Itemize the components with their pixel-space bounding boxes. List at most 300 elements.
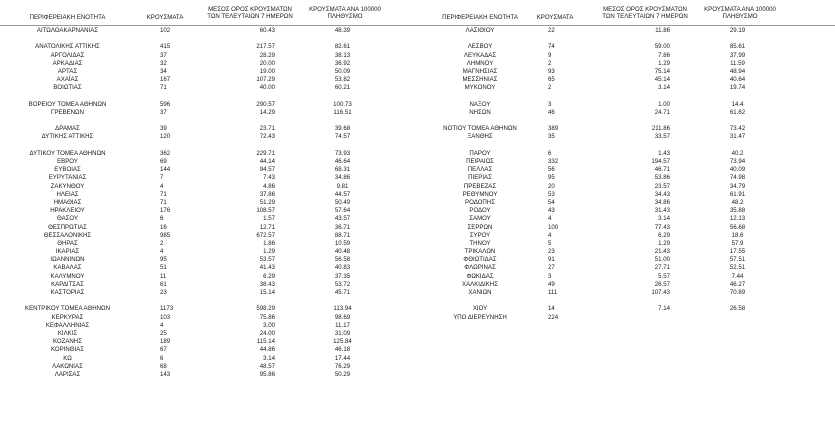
cases-cell: 103 xyxy=(160,313,171,321)
avg-header-line2: ΤΩΝ ΤΕΛΕΥΤΑΙΩΝ 7 ΗΜΕΡΩΝ xyxy=(602,13,688,20)
region-cell: ΜΕΣΣΗΝΙΑΣ xyxy=(462,76,498,84)
region-cell: ΛΕΣΒΟΥ xyxy=(467,43,493,51)
avg7d-cell: 14.29 xyxy=(259,108,275,116)
cases-header: ΚΡΟΥΣΜΑΤΑ xyxy=(146,14,184,21)
cases-cell: 4 xyxy=(548,215,552,223)
table-row xyxy=(0,125,420,133)
avg7d-cell: 21.43 xyxy=(654,248,670,256)
cases-cell: 25 xyxy=(160,329,167,337)
cases-cell: 120 xyxy=(160,133,171,141)
avg7d-cell: 53.57 xyxy=(259,256,275,264)
region-cell: ΠΕΛΛΑΣ xyxy=(467,166,493,174)
per100k-cell: 82.61 xyxy=(334,43,351,51)
table-row xyxy=(420,84,835,92)
per100k-cell: 44.57 xyxy=(334,190,351,198)
avg7d-cell: 24.71 xyxy=(654,108,670,116)
per100k-cell: 17.44 xyxy=(334,354,351,362)
avg7d-cell: 23.57 xyxy=(654,182,670,190)
per100k-cell: 98.69 xyxy=(334,313,351,321)
region-cell: ΧΙΟΥ xyxy=(472,305,488,313)
row-spacer xyxy=(420,142,835,150)
table-row xyxy=(420,215,835,223)
avg7d-cell: 7.86 xyxy=(658,51,670,59)
region-cell: ΙΩΑΝΝΙΝΩΝ xyxy=(50,256,85,264)
cases-cell: 14 xyxy=(548,305,555,313)
avg7d-cell: 1.00 xyxy=(658,100,670,108)
table-row xyxy=(0,330,420,338)
table-row xyxy=(0,346,420,354)
cases-cell: 362 xyxy=(160,149,171,157)
cases-cell: 3 xyxy=(548,272,552,280)
avg7d-cell: 1.86 xyxy=(263,239,275,247)
region-cell: ΛΕΥΚΑΔΑΣ xyxy=(463,51,497,59)
per100k-cell: 113.94 xyxy=(333,305,352,313)
per100k-cell: 36.71 xyxy=(334,223,351,231)
region-cell: ΘΕΣΣΑΛΟΝΙΚΗΣ xyxy=(43,231,92,239)
avg7d-cell: 290.57 xyxy=(256,100,275,108)
per100k-cell: 56.58 xyxy=(334,256,351,264)
table-row xyxy=(420,305,835,313)
avg7d-cell: 24.00 xyxy=(259,329,275,337)
region-cell: ΛΑΚΩΝΙΑΣ xyxy=(52,362,83,370)
per100k-cell: 29.19 xyxy=(729,27,746,34)
per100k-header-line1: ΚΡΟΥΣΜΑΤΑ ΑΝΑ 100000 xyxy=(704,6,776,13)
per100k-cell: 40.09 xyxy=(729,166,746,174)
table-row xyxy=(0,371,420,379)
row-spacer xyxy=(0,93,420,101)
table-row xyxy=(0,199,420,207)
table-row xyxy=(0,232,420,240)
region-cell: ΠΡΕΒΕΖΑΣ xyxy=(463,182,497,190)
cases-cell: 71 xyxy=(160,84,167,92)
region-cell: ΗΡΑΚΛΕΙΟΥ xyxy=(50,207,85,215)
avg7d-cell: 19.00 xyxy=(259,67,275,75)
row-spacer xyxy=(0,35,420,43)
region-cell: ΚΑΣΤΟΡΙΑΣ xyxy=(50,289,85,296)
avg7d-cell: 51.29 xyxy=(259,198,275,206)
region-cell: ΥΠΟ ΔΙΕΡΕΥΝΗΣΗ xyxy=(453,313,507,321)
per100k-cell: 7.44 xyxy=(731,272,744,280)
region-cell: ΚΕΡΚΥΡΑΣ xyxy=(51,313,84,321)
region-cell: ΚΙΛΚΙΣ xyxy=(57,329,78,337)
cases-cell: 23 xyxy=(548,248,555,256)
region-cell: ΠΙΕΡΙΑΣ xyxy=(468,174,492,182)
table-row xyxy=(420,273,835,281)
avg7d-cell: 75.86 xyxy=(259,313,275,321)
cases-cell: 37 xyxy=(160,108,167,116)
table-row xyxy=(420,264,835,272)
cases-cell: 16 xyxy=(160,223,167,231)
region-cell: ΔΡΑΜΑΣ xyxy=(55,125,80,133)
table-row xyxy=(420,256,835,264)
avg7d-cell: 77.43 xyxy=(654,223,670,231)
region-cell: ΛΑΡΙΣΑΣ xyxy=(54,370,81,378)
avg7d-cell: 194.57 xyxy=(651,158,670,165)
table-row xyxy=(0,224,420,232)
avg7d-cell: 217.57 xyxy=(256,43,275,51)
table-row xyxy=(0,363,420,371)
per100k-cell: 85.61 xyxy=(729,43,746,51)
avg7d-cell: 27.71 xyxy=(654,264,670,272)
avg7d-cell: 31.43 xyxy=(654,207,670,215)
cases-cell: 189 xyxy=(160,338,171,346)
cases-cell: 43 xyxy=(548,207,555,215)
per100k-cell: 37.35 xyxy=(334,272,351,280)
avg7d-cell: 72.43 xyxy=(259,133,275,141)
per100k-cell: 50.49 xyxy=(334,198,351,206)
region-cell: ΤΡΙΚΑΛΩΝ xyxy=(464,248,496,256)
cases-cell: 71 xyxy=(160,190,167,198)
per100k-cell: 68.31 xyxy=(334,166,351,174)
table-row xyxy=(420,27,835,35)
per100k-cell: 31.09 xyxy=(334,329,351,337)
per100k-cell: 53.72 xyxy=(334,280,351,288)
table-row xyxy=(0,207,420,215)
table-row xyxy=(0,322,420,330)
region-cell: ΚΑΒΑΛΑΣ xyxy=(53,264,82,272)
table-row xyxy=(0,256,420,264)
cases-cell: 74 xyxy=(548,43,555,51)
region-cell: ΜΑΓΝΗΣΙΑΣ xyxy=(462,67,498,75)
avg7d-cell: 3.14 xyxy=(658,84,670,92)
avg7d-cell: 46.71 xyxy=(654,166,670,174)
region-header: ΠΕΡΙΦΕΡΕΙΑΚΗ ΕΝΟΤΗΤΑ xyxy=(29,14,106,21)
table-row xyxy=(0,248,420,256)
per100k-cell: 11.59 xyxy=(730,59,745,67)
avg7d-cell: 4.86 xyxy=(263,182,275,190)
region-cell: ΛΑΣΙΘΙΟΥ xyxy=(465,27,495,34)
table-row xyxy=(0,101,420,109)
row-spacer xyxy=(420,117,835,125)
region-cell: ΑΧΑΪΑΣ xyxy=(56,76,79,84)
per100k-cell: 57.64 xyxy=(334,207,351,215)
table-row xyxy=(0,43,420,51)
avg7d-cell: 34.86 xyxy=(654,198,670,206)
avg7d-cell: 28.29 xyxy=(259,51,275,59)
region-cell: ΓΡΕΒΕΝΩΝ xyxy=(51,108,84,116)
table-row xyxy=(420,133,835,141)
per100k-cell: 37.99 xyxy=(729,51,746,59)
cases-cell: 102 xyxy=(160,27,171,34)
per100k-cell: 34.79 xyxy=(729,182,746,190)
per100k-cell: 57.9 xyxy=(731,239,744,247)
cases-cell: 4 xyxy=(548,231,552,239)
row-spacer xyxy=(0,297,420,305)
table-row xyxy=(0,264,420,272)
cases-cell: 27 xyxy=(548,264,555,272)
per100k-cell: 73.42 xyxy=(729,125,746,133)
avg7d-cell: 107.29 xyxy=(256,76,275,84)
per100k-header-line2: ΠΛΗΘΥΣΜΟ xyxy=(327,13,363,20)
cases-cell: 95 xyxy=(160,256,167,264)
row-spacer xyxy=(0,117,420,125)
table-row xyxy=(0,338,420,346)
avg7d-cell: 3.00 xyxy=(263,321,275,329)
row-spacer xyxy=(420,93,835,101)
per100k-cell: 34.86 xyxy=(334,174,351,182)
table-row xyxy=(420,314,835,322)
per100k-cell: 38.13 xyxy=(334,51,351,59)
region-cell: ΗΜΑΘΙΑΣ xyxy=(53,198,82,206)
region-cell: ΒΟΡΕΙΟΥ ΤΟΜΕΑ ΑΘΗΝΩΝ xyxy=(28,100,107,108)
cases-cell: 1173 xyxy=(160,305,174,313)
cases-cell: 20 xyxy=(548,182,555,190)
cases-cell: 91 xyxy=(548,256,555,264)
region-cell: ΚΕΝΤΡΙΚΟΥ ΤΟΜΕΑ ΑΘΗΝΩΝ xyxy=(25,305,110,313)
region-cell: ΕΥΒΟΙΑΣ xyxy=(54,166,81,174)
avg7d-cell: 94.57 xyxy=(259,166,275,174)
region-cell: ΦΘΙΩΤΙΔΑΣ xyxy=(463,256,497,264)
region-cell: ΚΩ xyxy=(63,354,72,362)
table-row xyxy=(0,314,420,322)
table-row xyxy=(420,60,835,68)
per100k-cell: 12.13 xyxy=(729,215,746,223)
avg7d-cell: 41.43 xyxy=(259,264,275,272)
per100k-header xyxy=(685,6,795,20)
region-cell: ΛΗΜΝΟΥ xyxy=(466,59,494,67)
cases-cell: 985 xyxy=(160,231,171,239)
region-cell: ΕΥΡΥΤΑΝΙΑΣ xyxy=(48,174,87,182)
cases-header: ΚΡΟΥΣΜΑΤΑ xyxy=(536,14,574,21)
cases-cell: 167 xyxy=(160,76,171,84)
cases-cell: 100 xyxy=(548,223,559,231)
table-row xyxy=(420,232,835,240)
avg7d-cell: 11.86 xyxy=(655,27,670,34)
table-row xyxy=(0,174,420,182)
table-row xyxy=(0,273,420,281)
avg7d-cell: 211.86 xyxy=(651,125,670,133)
region-cell: ΤΗΝΟΥ xyxy=(469,239,491,247)
avg7d-cell: 115.14 xyxy=(256,338,275,346)
cases-cell: 69 xyxy=(160,158,167,165)
per100k-cell: 10.59 xyxy=(334,239,351,247)
avg7d-cell: 34.43 xyxy=(654,190,670,198)
per100k-cell: 116.51 xyxy=(333,108,352,116)
region-cell: ΘΑΣΟΥ xyxy=(56,215,79,223)
avg7d-cell: 60.43 xyxy=(259,27,275,34)
region-cell: ΖΑΚΥΝΘΟΥ xyxy=(50,182,85,190)
table-row xyxy=(420,109,835,117)
cases-cell: 6 xyxy=(160,354,164,362)
row-spacer xyxy=(0,142,420,150)
avg7d-cell: 45.14 xyxy=(654,76,670,84)
per100k-cell: 46.18 xyxy=(334,346,351,354)
table-row xyxy=(0,191,420,199)
cases-cell: 68 xyxy=(160,362,167,370)
per100k-cell: 40.64 xyxy=(729,76,746,84)
table-row xyxy=(0,281,420,289)
table-row xyxy=(0,76,420,84)
region-cell: ΝΗΣΩΝ xyxy=(469,108,491,116)
per100k-cell: 60.21 xyxy=(334,84,351,92)
cases-cell: 332 xyxy=(548,158,559,165)
region-cell: ΑΝΑΤΟΛΙΚΗΣ ΑΤΤΙΚΗΣ xyxy=(35,43,100,51)
table-row xyxy=(420,125,835,133)
avg7d-cell: 23.71 xyxy=(259,125,275,133)
per100k-cell: 31.47 xyxy=(729,133,746,141)
avg7d-cell: 3.14 xyxy=(658,215,670,223)
region-cell: ΣΑΜΟΥ xyxy=(469,215,491,223)
table-row xyxy=(0,84,420,92)
avg7d-cell: 1.29 xyxy=(263,248,275,256)
table-row xyxy=(0,133,420,141)
cases-cell: 61 xyxy=(160,280,167,288)
cases-cell: 144 xyxy=(160,166,171,174)
cases-cell: 143 xyxy=(160,370,171,378)
cases-cell: 93 xyxy=(548,67,555,75)
table-row xyxy=(0,355,420,363)
right-rows xyxy=(420,27,835,322)
table-row xyxy=(420,207,835,215)
avg7d-cell: 107.43 xyxy=(651,289,670,296)
cases-cell: 56 xyxy=(548,166,555,174)
table-row xyxy=(420,158,835,166)
cases-cell: 23 xyxy=(160,289,167,296)
cases-cell: 65 xyxy=(548,76,555,84)
region-cell: ΠΑΡΟΥ xyxy=(469,149,491,157)
avg7d-cell: 53.86 xyxy=(654,174,670,182)
avg7d-cell: 7.43 xyxy=(263,174,275,182)
per100k-cell: 17.55 xyxy=(729,248,746,256)
row-spacer xyxy=(420,35,835,43)
avg7d-cell: 1.29 xyxy=(658,59,670,67)
per100k-cell: 61.91 xyxy=(729,190,746,198)
cases-cell: 11 xyxy=(160,272,167,280)
avg-header xyxy=(595,6,695,20)
per100k-cell: 9.81 xyxy=(336,182,349,190)
table-row xyxy=(420,240,835,248)
region-cell: ΑΙΤΩΛΟΑΚΑΡΝΑΝΙΑΣ xyxy=(36,27,99,34)
per100k-header xyxy=(290,6,400,20)
header-divider xyxy=(420,25,835,26)
table-row xyxy=(0,240,420,248)
region-cell: ΚΑΛΥΜΝΟΥ xyxy=(50,272,85,280)
cases-cell: 6 xyxy=(548,149,552,157)
per100k-cell: 46.27 xyxy=(729,280,746,288)
cases-cell: 95 xyxy=(548,174,555,182)
table-row xyxy=(420,191,835,199)
cases-cell: 5 xyxy=(548,239,552,247)
table-row xyxy=(0,52,420,60)
region-cell: ΦΩΚΙΔΑΣ xyxy=(466,272,494,280)
table-row xyxy=(0,158,420,166)
cases-cell: 9 xyxy=(548,51,552,59)
per100k-cell: 53.82 xyxy=(334,76,351,84)
table-row xyxy=(0,60,420,68)
table-row xyxy=(420,174,835,182)
table-row xyxy=(0,215,420,223)
cases-cell: 7 xyxy=(160,174,164,182)
header-divider xyxy=(0,25,420,26)
avg7d-cell: 12.71 xyxy=(259,223,275,231)
cases-cell: 2 xyxy=(548,59,552,67)
table-row xyxy=(420,52,835,60)
table-row xyxy=(0,166,420,174)
table-row xyxy=(420,101,835,109)
avg7d-cell: 44.86 xyxy=(259,346,275,354)
per100k-cell: 100.73 xyxy=(333,100,352,108)
region-cell: ΒΟΙΩΤΙΑΣ xyxy=(53,84,82,92)
region-cell: ΣΥΡΟΥ xyxy=(469,231,491,239)
per100k-cell: 88.71 xyxy=(334,231,351,239)
left-table-header xyxy=(0,0,420,24)
avg7d-cell: 33.57 xyxy=(654,133,670,141)
avg7d-cell: 38.43 xyxy=(259,280,275,288)
left-table xyxy=(0,0,420,379)
left-rows xyxy=(0,27,420,379)
cases-cell: 71 xyxy=(160,198,167,206)
per100k-cell: 57.51 xyxy=(729,256,746,264)
region-cell: ΦΛΩΡΙΝΑΣ xyxy=(464,264,496,272)
per100k-cell: 18.6 xyxy=(731,231,744,239)
table-row xyxy=(420,224,835,232)
cases-cell: 53 xyxy=(548,190,555,198)
per100k-cell: 45.71 xyxy=(334,289,351,296)
cases-cell: 34 xyxy=(160,67,167,75)
avg7d-cell: 44.14 xyxy=(259,158,275,165)
region-cell: ΝΟΤΙΟΥ ΤΟΜΕΑ ΑΘΗΝΩΝ xyxy=(443,125,517,133)
region-header: ΠΕΡΙΦΕΡΕΙΑΚΗ ΕΝΟΤΗΤΑ xyxy=(442,14,518,21)
table-row xyxy=(0,150,420,158)
region-cell: ΚΑΡΔΙΤΣΑΣ xyxy=(51,280,84,288)
region-cell: ΝΑΞΟΥ xyxy=(469,100,491,108)
table-row xyxy=(420,166,835,174)
region-cell: ΔΥΤΙΚΟΥ ΤΟΜΕΑ ΑΘΗΝΩΝ xyxy=(29,149,106,157)
per100k-cell: 73.93 xyxy=(334,149,351,157)
cases-cell: 22 xyxy=(548,27,555,34)
per100k-cell: 11.17 xyxy=(335,321,350,329)
table-row xyxy=(420,199,835,207)
avg7d-cell: 51.00 xyxy=(654,256,670,264)
cases-cell: 4 xyxy=(160,182,164,190)
per100k-cell: 74.98 xyxy=(729,174,746,182)
per100k-cell: 125.84 xyxy=(333,338,352,346)
per100k-cell: 48.2 xyxy=(731,198,744,206)
table-row xyxy=(420,248,835,256)
per100k-cell: 61.62 xyxy=(729,108,746,116)
region-cell: ΚΟΡΙΝΘΙΑΣ xyxy=(50,346,85,354)
cases-cell: 111 xyxy=(548,289,558,296)
cases-cell: 4 xyxy=(160,248,164,256)
cases-cell: 596 xyxy=(160,100,171,108)
region-cell: ΜΥΚΟΝΟΥ xyxy=(464,84,496,92)
avg7d-cell: 108.57 xyxy=(256,207,275,215)
per100k-header-line1: ΚΡΟΥΣΜΑΤΑ ΑΝΑ 100000 xyxy=(309,6,381,13)
row-spacer xyxy=(420,297,835,305)
cases-cell: 39 xyxy=(160,125,167,133)
right-table xyxy=(420,0,835,322)
region-cell: ΧΑΝΙΩΝ xyxy=(468,289,492,296)
avg7d-cell: 6.29 xyxy=(263,272,275,280)
avg7d-cell: 6.29 xyxy=(658,231,670,239)
avg7d-cell: 598.29 xyxy=(256,305,275,313)
region-cell: ΠΕΙΡΑΙΩΣ xyxy=(466,158,494,165)
per100k-cell: 48.39 xyxy=(334,27,351,34)
cases-cell: 6 xyxy=(160,215,164,223)
cases-cell: 37 xyxy=(160,51,167,59)
cases-cell: 67 xyxy=(160,346,167,354)
table-row xyxy=(0,289,420,297)
cases-cell: 51 xyxy=(160,264,167,272)
per100k-cell: 76.29 xyxy=(334,362,351,370)
table-row xyxy=(420,150,835,158)
region-cell: ΑΡΤΑΣ xyxy=(57,67,78,75)
avg7d-cell: 40.00 xyxy=(259,84,275,92)
region-cell: ΙΚΑΡΙΑΣ xyxy=(55,248,80,256)
avg7d-cell: 229.71 xyxy=(256,149,275,157)
per100k-cell: 43.57 xyxy=(334,215,351,223)
table-row xyxy=(420,183,835,191)
